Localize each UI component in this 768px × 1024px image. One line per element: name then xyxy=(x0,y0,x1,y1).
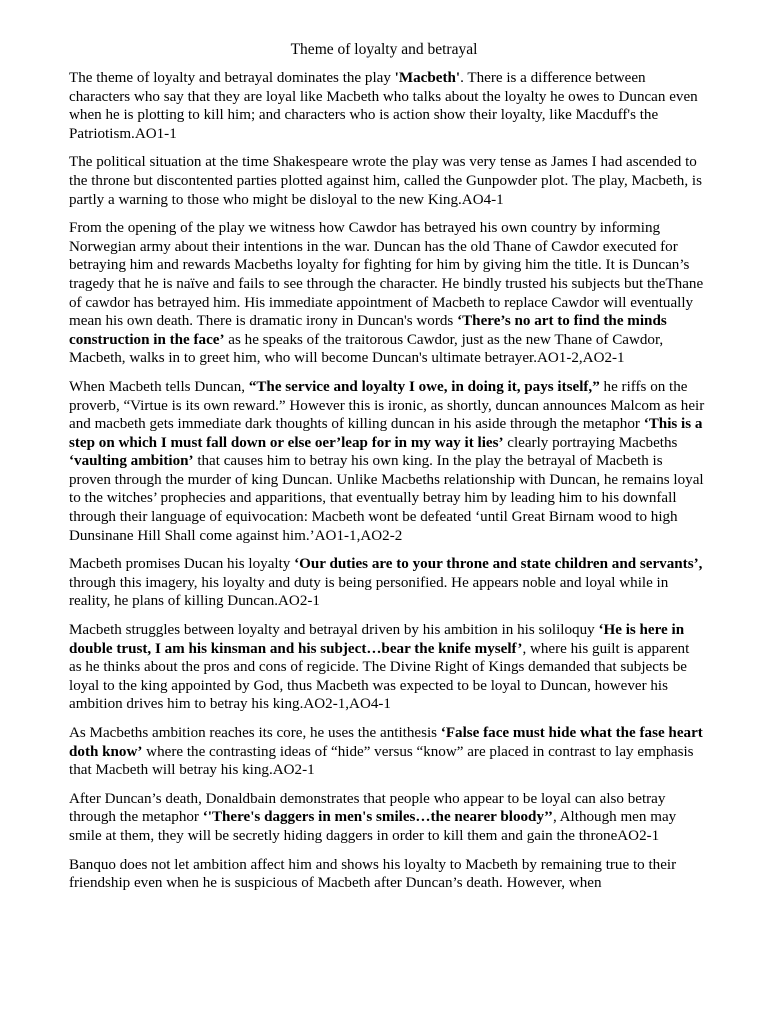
quotation-text: ‘'There's daggers in men's smiles…the nearer bloody’’ xyxy=(202,809,553,826)
quotation-text: “The service and loyalty I owe, in doing it, pays itself,” xyxy=(248,378,600,395)
paragraph-text: he riffs on the proverb, “Virtue is its own reward.” However this is ironic, as shortly, duncan announces Malcom as heir and macbeth gets immediate dark thoughts of killing duncan in his aside through the metaphor xyxy=(69,378,705,433)
paragraph-text: as he speaks of the traitorous Cawdor, just as the new Thane of Cawdor, Macbeth, walks in to greet him, who will become Duncan's ultimate betrayer.AO1-2,AO2-1 xyxy=(69,331,664,367)
paragraph-text: that causes him to betray his own king. In the play the betrayal of Macbeth is proven through the murder of king Duncan. Unlike Macbeths relationship with Duncan, he remains loyal to the witches’ prophecies and apparitions, that eventually betray him by leading him to his downfall through their language of equivocation: Macbeth wont be defeated ‘until Great Birnam wood to high Dunsinane Hill Shall come against him.’AO1-1,AO2-2 xyxy=(69,453,704,544)
paragraph xyxy=(69,621,705,714)
quotation-text: ‘He is here in double trust, I am his kinsman and his subject…bear the knife myself’ xyxy=(69,622,685,657)
paragraph-text: When Macbeth tells Duncan, xyxy=(69,378,249,395)
paragraph-text: The theme of loyalty and betrayal dominates the play xyxy=(69,70,395,86)
paragraph xyxy=(69,724,705,780)
quotation-text: ‘This is a step on which I must fall down or else oer’leap for in my way it lies’ xyxy=(69,416,703,451)
paragraph xyxy=(69,790,705,846)
quotation-text: ‘False face must hide what the fase heart doth know’ xyxy=(69,725,703,760)
paragraph xyxy=(69,153,705,209)
quotation-text: ‘vaulting ambition’ xyxy=(69,453,194,470)
paragraph-text: clearly portraying Macbeths xyxy=(503,434,678,451)
document-body xyxy=(69,69,705,903)
paragraph-text: Banquo does not let ambition affect him and shows his loyalty to Macbeth by remaining true to their friendship even when he is suspicious of Macbeth after Duncan’s death. However, when xyxy=(69,856,677,892)
paragraph-text: , where his guilt is apparent as he thinks about the pros and cons of regicide. The Divine Right of Kings demanded that subjects be loyal to the king appointed by God, thus Macbeth was expected to be loyal to Duncan, however his ambition drives him to betray his king.AO2-1,AO4-1 xyxy=(69,640,690,713)
quotation-text: ‘There’s no art to find the minds construction in the face’ xyxy=(69,313,667,348)
document-title: Theme of loyalty and betrayal xyxy=(290,41,478,58)
paragraph xyxy=(69,219,705,368)
paragraph-text: , Although men may smile at them, they will be secretly hiding daggers in order to kill them and gain the throneAO2-1 xyxy=(69,809,677,844)
paragraph-text: . There is a difference between characters who say that they are loyal like Macbeth who talks about the loyalty he owes to Duncan even when he is plotting to kill him; and characters who is action show their loyalty, like Macduff's the Patriotism.AO1-1 xyxy=(69,70,698,142)
paragraph-text: As Macbeths ambition reaches its core, he uses the antithesis xyxy=(69,725,441,741)
paragraph-text: where the contrasting ideas of “hide” versus “know” are placed in contrast to lay emphasis that Macbeth will betray his king.AO2-1 xyxy=(69,743,694,779)
paragraph-text: Macbeth struggles between loyalty and betrayal driven by his ambition in his soliloquy xyxy=(69,622,599,639)
quotation-text: 'Macbeth' xyxy=(394,70,461,86)
paragraph-text: Macbeth promises Ducan his loyalty xyxy=(69,556,295,573)
paragraph-text: through this imagery, his loyalty and duty is being personified. He appears noble and loyal while in reality, he plans of killing Duncan.AO2-1 xyxy=(69,574,669,610)
quotation-text: ‘Our duties are to your throne and state children and servants’, xyxy=(294,556,703,573)
paragraph xyxy=(69,555,705,611)
paragraph xyxy=(69,378,705,545)
paragraph-text: After Duncan’s death, Donaldbain demonstrates that people who appear to be loyal can also betray through the metaphor xyxy=(69,790,666,826)
paragraph-text: From the opening of the play we witness how Cawdor has betrayed his own country by informing Norwegian army about their intentions in the war. Duncan has the old Thane of Cawdor executed for betraying him and rewards Macbeths loyalty for fighting for him by giving him the title. It is Duncan’s tragedy that he is naïve and fails to see through the character. He bindly trusted his subjects but theThane of cawdor has betrayed him. His immediate appointment of Macbeth to replace Cawdor will eventually mean his own death. There is dramatic irony in Duncan's words xyxy=(69,220,704,330)
paragraph-text: The political situation at the time Shakespeare wrote the play was very tense as James I had ascended to the throne but discontented parties plotted against him, called the Gunpowder plot. The play, Macbeth, is partly a warning to those who might be disloyal to the new King.AO4-1 xyxy=(69,154,702,208)
paragraph xyxy=(69,69,705,143)
paragraph xyxy=(69,856,705,893)
